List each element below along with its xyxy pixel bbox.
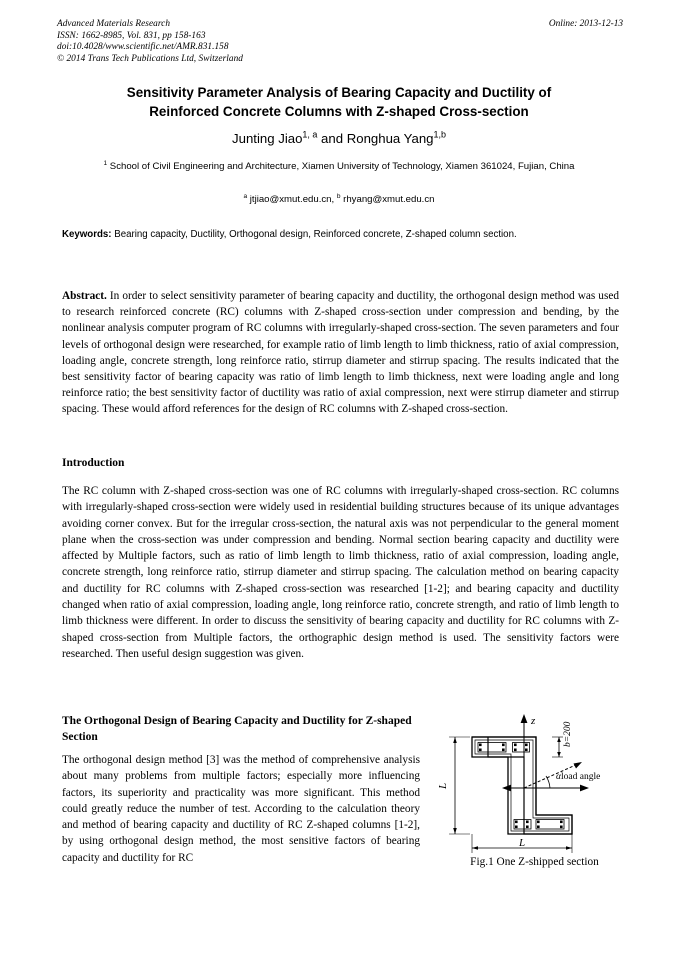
figure-label-L-vertical: L	[437, 782, 449, 789]
author-affiliation: $^1$ School of Civil Engineering and Architecture, Xiamen University of Technology, Xiamen 361024, Fujian, China	[103, 159, 575, 172]
rebar-dots-bottom-right	[537, 821, 563, 829]
journal-issn: ISSN: 1662-8985, Vol. 831, pp 158-163	[57, 30, 206, 41]
z-axis-arrowhead	[521, 714, 528, 723]
dim-L-horiz-arrow-right	[566, 846, 572, 850]
z-outline-inner	[475, 740, 569, 831]
author-list: Junting Jiao$^{1, a}$ and Ronghua Yang$^{1,b}$	[232, 129, 446, 146]
keywords-label: Keywords:	[62, 229, 112, 240]
journal-name: Advanced Materials Research	[57, 19, 171, 29]
rebar-dots-bottom-left	[515, 821, 529, 829]
title-line-1: Sensitivity Parameter Analysis of Bearing Capacity and Ductility of	[126, 85, 552, 100]
online-date: Online: 2013-12-13	[548, 19, 623, 29]
author-emails: $^a$ jtjiao@xmut.edu.cn, $^b$ rhyang@xmut.edu.cn	[243, 192, 435, 205]
figure-label-z: z	[531, 715, 536, 727]
dim-b-arrow-up	[557, 737, 561, 742]
figure-label-load-angle: αload angle	[556, 772, 601, 782]
figure-label-L-horizontal: L	[519, 837, 526, 849]
stirrup-bottom-right	[536, 820, 564, 830]
journal-doi: doi:10.4028/www.scientific.net/AMR.831.158	[57, 42, 229, 53]
abstract-block	[62, 288, 619, 418]
load-axis-arrowhead-left	[502, 785, 511, 792]
dim-b-arrow-down	[557, 752, 561, 757]
section-heading-introduction: Introduction	[62, 457, 125, 469]
load-angle-arrowhead	[574, 762, 583, 769]
page-title	[75, 84, 603, 121]
journal-masthead	[57, 19, 623, 71]
z-section-diagram	[432, 705, 632, 875]
stirrup-top-left	[478, 743, 506, 753]
figure-1-z-shaped-section	[432, 705, 632, 875]
figure-label-b: b=200	[563, 721, 573, 747]
keywords-text: Bearing capacity, Ductility, Orthogonal design, Reinforced concrete, Z-shaped column section.	[114, 229, 517, 240]
figure-1-caption: Fig.1 One Z-shipped section	[470, 856, 599, 868]
abstract-label: Abstract.	[62, 290, 107, 302]
rebar-dots-top-left	[479, 744, 505, 752]
keywords-block	[62, 228, 619, 242]
title-line-2: Reinforced Concrete Columns with Z-shaped Cross-section	[149, 103, 529, 119]
journal-copyright: © 2014 Trans Tech Publications Ltd, Switzerland	[57, 53, 243, 64]
dim-L-horiz-arrow-left	[472, 846, 478, 850]
section-heading-orthogonal-design: The Orthogonal Design of Bearing Capacity and Ductility for Z-shaped Section	[62, 715, 412, 743]
introduction-paragraph: The RC column with Z-shaped cross-section was one of RC columns with irregularly-shaped cross-section. RC columns with irregularly-shaped cross-section were widely used in residential building structures because of its unique advantages avoiding corner convex. But for the irregular cross-section, the natural axis was not perpendicular to the general moment plane when the cross-section was under compression and bending. Normal section bearing capacity and ductility were affected by Multiple factors, such as ratio of limb length to limb thickness, ratio of axial compression, loading angle, concrete strength, long reinforce ratio, stirrup diameter and stirrup spacing. The calculation method on bearing capacity and ductility for RC columns with Z-shaped cross-section was researched [1-2]; and bearing capacity and ductility changed when ratio of axial compression, loading angle, long reinforce ratio, concrete strength, and ratio of limb length to limb thickness were different. In order to discuss the sensitivity of bearing capacity and ductility for RC columns with Z-shaped cross-section from Multiple factors, the orthographic design method is used. The sensitivity factors were researched. Then useful design suggestion was given.	[62, 485, 619, 660]
rebar-dots-top-right	[514, 744, 528, 752]
dim-L-vert-arrow-up	[453, 737, 457, 743]
load-axis-arrowhead	[580, 785, 589, 792]
masthead-left-block	[57, 19, 623, 65]
dim-L-vert-arrow-down	[453, 828, 457, 834]
orthogonal-design-paragraph: The orthogonal design method [3] was the method of comprehensive analysis about many problems from multiple factors; especially more influencing factors, its superiority and practicality was more significant. This method could greatly reduce the number of test. According to the calculation theory and method of bearing capacity and ductility of RC Z-shaped columns [1-2], by using orthogonal design method, the most sensitive factors of bearing capacity and ductility for RC	[62, 754, 420, 864]
figure-label-alpha: α	[556, 772, 561, 782]
abstract-text: In order to select sensitivity parameter of bearing capacity and ductility, the orthogonal design method was used to research reinforced concrete (RC) columns with Z-shaped cross-section under compression and bending, by the nonlinear analysis computer program of RC columns with irregularly-shaped cross-section. The seven parameters and four levels of orthogonal design were researched, for example ratio of limb length to limb thickness, ratio of axial compression, loading angle, concrete strength, long reinforce ratio, stirrup diameter and stirrup spacing. The results indicated that the best sensitivity factor of bearing capacity was ratio of limb length to limb thickness, next were loading angle and long reinforce ratio; the best sensitivity factor of ductility was ratio of axial compression, next were stirrup diameter and stirrup spacing. These would afford references for the design of RC columns with Z-shaped cross-section.	[62, 290, 620, 416]
